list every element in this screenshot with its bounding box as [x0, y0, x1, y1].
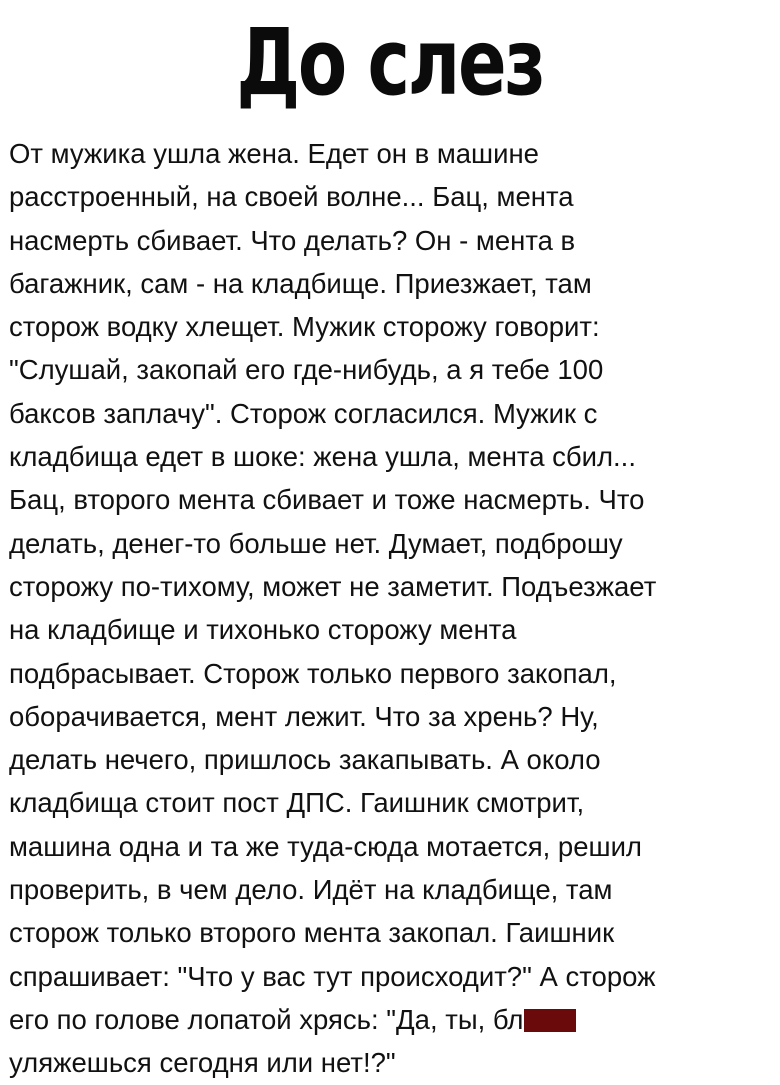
story-line: сторож водку хлещет. Мужик сторожу говорит: [9, 311, 600, 343]
story-line: От мужика ушла жена. Едет он в машине [9, 138, 539, 169]
story-line: багажник, сам - на кладбище. Приезжает, там [9, 267, 592, 299]
story-line: уляжешься сегодня или нет!?" [9, 1047, 396, 1079]
story-line: баксов заплачу". Сторож согласился. Мужик с [9, 397, 598, 429]
story-line: кладбища едет в шоке: жена ушла, мента сбил... [9, 441, 636, 473]
story-line: расстроенный, на своей волне... Бац, мента [9, 181, 574, 213]
story-line: насмерть сбивает. Что делать? Он - мента в [9, 224, 576, 256]
page-title: До слез [236, 9, 544, 116]
story-line: спрашивает: "Что у вас тут происходит?" А сторож [9, 960, 656, 992]
story-line: кладбища стоит пост ДПС. Гаишник смотрит, [9, 787, 585, 819]
story-line: машина одна и та же туда-сюда мотается, решил [9, 830, 642, 862]
story-line: на кладбище и тихонько сторожу мента [9, 614, 517, 646]
story-text [9, 132, 779, 1085]
story-line: сторожу по-тихому, может не заметит. Подъезжает [9, 570, 657, 602]
story-line: "Слушай, закопай его где-нибудь, а я тебе 100 [9, 354, 604, 386]
redaction-block [524, 1009, 576, 1032]
story-line: делать, денег-то больше нет. Думает, подброшу [9, 527, 623, 559]
story-line-text: его по голове лопатой хрясь: "Да, ты, бл [9, 1003, 524, 1035]
story-line: Бац, второго мента сбивает и тоже насмерть. Что [9, 484, 645, 516]
story-line: сторож только второго мента закопал. Гаишник [9, 917, 615, 949]
story-line: делать нечего, пришлось закапывать. А около [9, 744, 601, 776]
story-line: оборачивается, мент лежит. Что за хрень? Ну, [9, 700, 599, 732]
story-line: проверить, в чем дело. Идёт на кладбище, там [9, 874, 613, 906]
story-line-redacted [9, 998, 779, 1041]
story-line: подбрасывает. Сторож только первого закопал, [9, 657, 617, 689]
